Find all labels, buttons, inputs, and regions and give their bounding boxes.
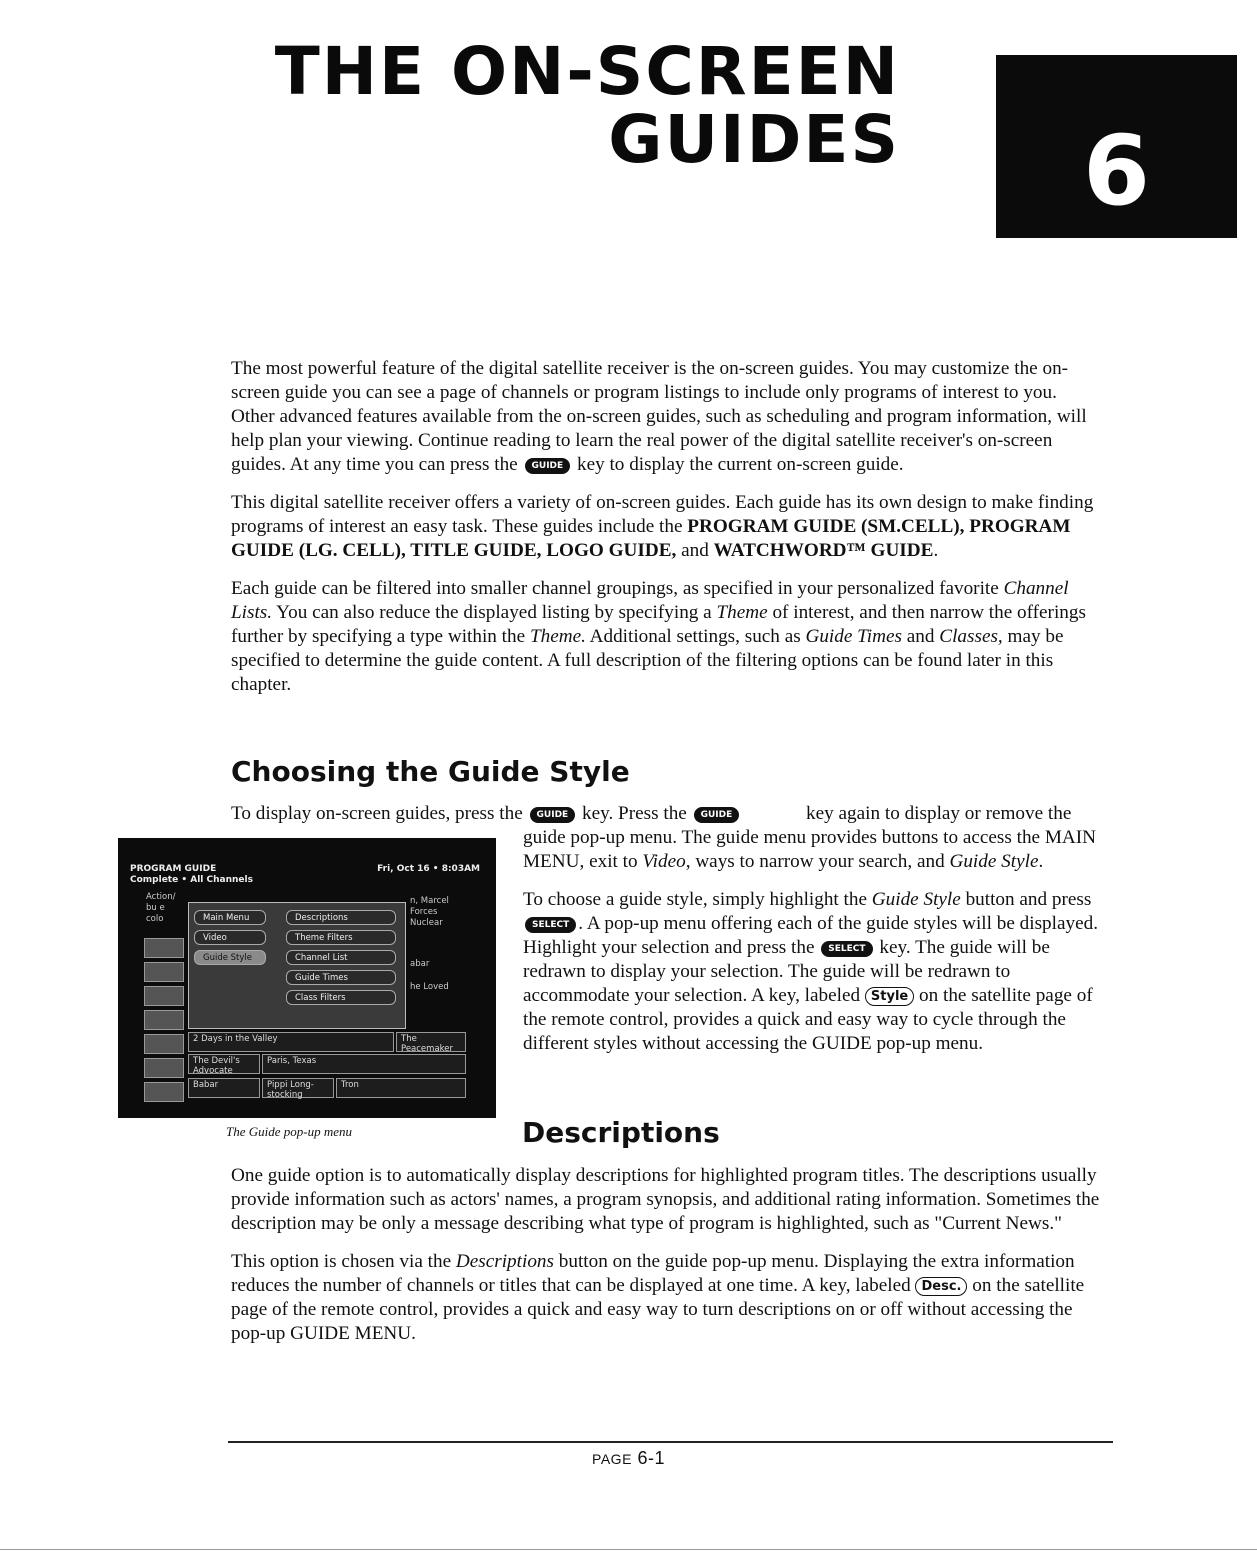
channel-logo-icon (144, 1034, 184, 1054)
guide-cell[interactable]: The Devil's Advocate (188, 1054, 260, 1074)
theme-filters-button[interactable]: Theme Filters (286, 930, 396, 945)
guide-key-icon: GUIDE (694, 807, 740, 823)
intro-paragraph-2 (231, 491, 1103, 563)
chapter-number-box (996, 55, 1237, 238)
page-label: PAGE (592, 1451, 632, 1467)
screenshot-guide-title: PROGRAM GUIDE (130, 864, 217, 874)
term-main-menu: MAIN MENU (523, 827, 1097, 872)
text: To choose a guide style, simply highlight the (523, 889, 867, 910)
text: and (681, 540, 709, 561)
text: button on the guide pop-up menu. Displaying the extra information reduces the number of channels or titles that can be displayed at one time. A key, labeled (231, 1251, 1075, 1296)
channel-logo-icon (144, 1010, 184, 1030)
channel-list-button[interactable]: Channel List (286, 950, 396, 965)
side-right-text: Forces (410, 907, 438, 917)
intro-paragraph-1 (231, 357, 1103, 477)
guide-cell[interactable]: Pippi Long-stocking (262, 1078, 334, 1098)
channel-logo-icon (144, 938, 184, 958)
side-left-text: bu e (146, 903, 165, 913)
text: . (1038, 851, 1044, 872)
text: and (906, 626, 935, 647)
page-footer (0, 1448, 1257, 1469)
term-guide-style: Guide Style (871, 889, 961, 910)
video-button[interactable]: Video (194, 930, 266, 945)
screenshot-header-right (377, 864, 480, 875)
text: may be specified to determine the guide content. A full description of the filtering options can be found later in this chapter. (231, 626, 1064, 695)
text: of interest, and then narrow the offerings further by specifying a type within the (231, 602, 1086, 647)
chapter-number: 6 (1083, 114, 1150, 227)
channel-logo-icon (144, 986, 184, 1006)
intro-section (231, 357, 1103, 711)
text: Each guide can be filtered into smaller channel groupings, as specified in your personalized favorite (231, 578, 999, 599)
text: . (411, 1323, 416, 1344)
text: This digital satellite receiver offers a variety of on-screen guides. Each guide has its own design to make finding programs of interest an easy task. These guides include the (231, 492, 1094, 537)
term-theme: Theme (716, 602, 768, 623)
side-right-text: n, Marcel (410, 896, 449, 906)
guide-cell[interactable]: 2 Days in the Valley (188, 1032, 394, 1052)
text: key to display the current on-screen guide. (576, 454, 904, 475)
main-menu-button[interactable]: Main Menu (194, 910, 266, 925)
side-left-text: Action/ (146, 892, 176, 902)
descriptions-paragraph-2 (231, 1250, 1103, 1346)
intro-paragraph-3 (231, 577, 1103, 697)
term-channel-lists: Channel Lists. (231, 578, 1069, 623)
select-key-icon: SELECT (525, 917, 576, 933)
guide-style-button[interactable]: Guide Style (194, 950, 266, 965)
guide-cell[interactable]: Paris, Texas (262, 1054, 466, 1074)
text: button and press (965, 889, 1092, 910)
descriptions-button[interactable]: Descriptions (286, 910, 396, 925)
term-theme: Theme. (529, 626, 586, 647)
text: key again to display or remove the guide pop-up menu. The guide menu provides buttons to access the (523, 803, 1072, 848)
channel-logo-icon (144, 1082, 184, 1102)
guide-cell[interactable]: The Peacemaker (396, 1032, 466, 1052)
text: . (933, 540, 939, 561)
text: The most powerful feature of the digital satellite receiver is the on-screen guides. You may customize the on-screen guide you can see a page of channels or program listings to include only programs of interest to you. Other advanced features available from the on-screen guides, such as scheduling and program information, will help plan your viewing. Continue reading to learn the real power of the digital satellite receiver's on-screen guides. At any time you can press the (231, 358, 1087, 475)
side-right-text: he Loved (410, 982, 449, 992)
text: on the satellite page of the remote control, provides a quick and easy way to cycle through the different styles without accessing the GUIDE pop-up menu. (523, 985, 1093, 1054)
term-video: Video (642, 851, 686, 872)
side-right-text: abar (410, 959, 430, 969)
screenshot-guide-subtitle: Complete • All Channels (130, 875, 253, 885)
text: This option is chosen via the (231, 1251, 452, 1272)
section1-paragraph-1 (523, 802, 1103, 874)
guide-key-icon: GUIDE (525, 458, 571, 474)
section1-text (523, 802, 1103, 1070)
side-right-text: Nuclear (410, 918, 443, 928)
side-left-text: colo (146, 914, 164, 924)
title-line-1: THE ON-SCREEN (274, 33, 900, 110)
style-key-icon: Style (865, 987, 914, 1006)
guide-popup-screenshot (118, 838, 496, 1118)
guide-times-button[interactable]: Guide Times (286, 970, 396, 985)
screenshot-side-right (410, 896, 449, 993)
term-guide-style: Guide Style (949, 851, 1039, 872)
page-number: 6-1 (637, 1448, 665, 1468)
descriptions-section (231, 1164, 1103, 1360)
select-key-icon: SELECT (821, 941, 872, 957)
screenshot-caption: The Guide pop-up menu (226, 1124, 353, 1139)
desc-key-icon: Desc. (915, 1277, 967, 1296)
section1-paragraph-2 (523, 888, 1103, 1056)
guide-cell[interactable]: Babar (188, 1078, 260, 1098)
text: , exit to (579, 851, 638, 872)
guide-key-icon: GUIDE (530, 807, 576, 823)
text: You can also reduce the displayed listing by specifying a (272, 602, 712, 623)
guide-cell[interactable]: Tron (336, 1078, 466, 1098)
text: To display on-screen guides, press the (231, 803, 523, 824)
descriptions-paragraph-1: One guide option is to automatically display descriptions for highlighted program titles. The descriptions usually provide information such as actors' names, a program synopsis, and additional rating information. Sometimes the description may be only a message describing what type of program is highlighted, such as "Current News." (231, 1165, 1100, 1234)
term-classes: Classes, (939, 626, 1003, 647)
screenshot-side-left (146, 892, 175, 925)
spacer (410, 929, 449, 959)
screenshot-header-left (130, 864, 253, 886)
guide-names: PROGRAM GUIDE (SM.CELL), PROGRAM GUIDE (LG. CELL), TITLE GUIDE, LOGO GUIDE, (231, 516, 1071, 561)
term-guide-times: Guide Times (805, 626, 902, 647)
text: key. Press the (582, 803, 687, 824)
heading-descriptions: Descriptions (522, 1116, 720, 1149)
channel-logo-icon (144, 1058, 184, 1078)
spacer (410, 970, 449, 982)
class-filters-button[interactable]: Class Filters (286, 990, 396, 1005)
footer-divider (228, 1441, 1113, 1443)
text: key. The guide will be redrawn to display your selection. The guide will be redrawn to accommodate your selection. A key, labeled (523, 937, 1050, 1006)
screenshot-datetime: Fri, Oct 16 • 8:03AM (377, 864, 480, 874)
channel-logo-icon (144, 962, 184, 982)
term-descriptions: Descriptions (455, 1251, 554, 1272)
text: on the satellite page of the remote control, provides a quick and easy way to turn descriptions on or off without accessing the pop-up (231, 1275, 1085, 1344)
chapter-title (274, 33, 900, 178)
text: Additional settings, such as (589, 626, 801, 647)
heading-choosing-guide-style: Choosing the Guide Style (231, 755, 630, 788)
text: . A pop-up menu offering each of the guide styles will be displayed. Highlight your selection and press the (523, 913, 1098, 958)
title-line-2: GUIDES (608, 101, 900, 178)
watchword-guide-name: WATCHWORD™ GUIDE (713, 540, 934, 561)
scan-edge-line (0, 1549, 1257, 1550)
text: , ways to narrow your search, and (685, 851, 945, 872)
term-guide-menu: GUIDE MENU (290, 1323, 412, 1344)
